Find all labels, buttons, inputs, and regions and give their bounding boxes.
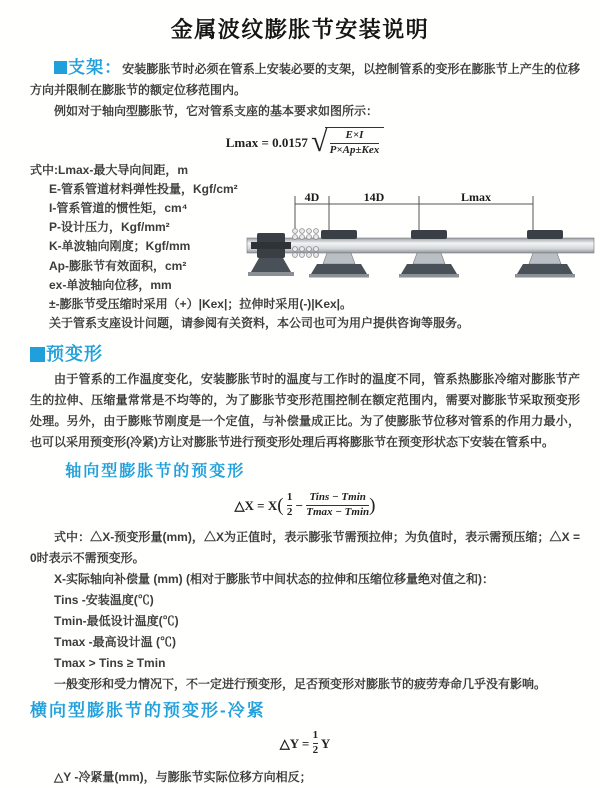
formula-lmax-fraction: $\frac{E\times I}{\text{P×Ap±Kex}}$: [329, 129, 380, 156]
support-example-line: 例如对于轴向型膨胀节，它对管系支座的基本要求如图所示：: [54, 104, 379, 118]
definition-item: K-单波轴向刚度；Kgf/mm: [49, 239, 191, 254]
formula-lmax: [30, 127, 580, 158]
page-title: 金属波纹膨胀节安装说明: [170, 17, 430, 42]
definition-item: 关于管系支座设计问题，请参阅有关资料，本公司也可为用户提供咨询等服务。: [49, 316, 470, 331]
definition-item: P-设计压力，Kgf/mm²: [49, 220, 170, 235]
formula-delta-x-lhs: △X = X: [234, 498, 278, 514]
definitions-list: [30, 161, 580, 334]
dim-label-14d: 14D: [363, 192, 385, 204]
radical-sign: √: [311, 125, 328, 159]
temp-line: Tmax > Tins ≥ Tmin: [54, 655, 166, 670]
definition-item: ±-膨胀节受压缩时采用（+）|Kex|；拉伸时采用(-)|Kex|。: [49, 296, 353, 311]
half-fraction: $\frac{1}{2}$: [312, 728, 319, 756]
dim-label-lmax: Lmax: [461, 192, 491, 204]
formula-delta-y-rhs: Y: [318, 735, 331, 751]
content-area: [0, 57, 600, 788]
predeform-heading-row: [30, 344, 580, 367]
support-heading: 支架：: [68, 58, 123, 77]
dim-label-4d: 4D: [304, 192, 320, 204]
temperature-definitions: [54, 590, 580, 674]
open-paren: (: [277, 495, 284, 517]
lateral-note: △Y -冷紧量(mm)，与膨胀节实际位移方向相反；: [54, 770, 312, 785]
axial-x-note: X-实际轴向补偿量 (mm) (相对于膨胀节中间状态的拉伸和压缩位移量绝对值之和)：: [54, 571, 494, 586]
temp-line: Tmin-最低设计温度(℃): [54, 613, 179, 628]
predeform-heading: 预变形: [46, 344, 103, 365]
axial-heading: 轴向型膨胀节的预变形: [65, 463, 246, 481]
definition-item: ex-单波轴向位移，mm: [49, 277, 172, 292]
definition-item: E-管系管道材料弹性投量，Kgf/cm²: [49, 181, 238, 196]
definition-item: I-管系管道的惯性矩，cm⁴: [49, 200, 188, 215]
support-intro-paragraph: [30, 57, 580, 101]
half-fraction: $\frac{1}{2}$: [286, 491, 293, 519]
predeform-body: 由于管系的工作温度变化，安装膨胀节时的温度与工作时的温度不同，管系热膨胀冷缩对膨胀节产生的拉伸、压缩量常常是不均等的，为了膨胀节变形范围控制在额定范围内，需要对膨胀节采取预变形处理。另外，由于膨账节刚度是一个定值，与补偿量成正比。为了使膨胀节位移对管系的作用力最小，也可以采用预变形(冷紧)方让对膨胀节进行预变形处理后再将膨胀节在预变形状态下安装在管系中。: [30, 372, 580, 450]
axial-note: 一般变形和受力情况下，不一定进行预变形，足否预变形对膨胀节的疲劳寿命几乎没有影响。: [54, 676, 547, 691]
radical-bar: [325, 127, 385, 158]
definition-item: Ap-膨胀节有效面积，cm²: [49, 258, 187, 273]
section-bullet-icon: [54, 61, 67, 74]
section-bullet-icon: [30, 347, 45, 362]
temperature-fraction: $\frac{\text{Tins − Tmin}}{Tmax - Tmin}$: [306, 491, 370, 519]
formula-delta-y: [30, 729, 580, 758]
axial-explain: 式中：△X-预变形量(mm)，△X为正值时，表示膨张节需预拉伸；为负值时，表示需预压缩；△X = 0时表示不需预变形。: [30, 529, 580, 565]
temp-line: Tins -安装温度(℃): [54, 592, 154, 607]
lateral-heading: 横向型膨胀节的预变形-冷紧: [30, 700, 266, 720]
temp-line: Tmax -最高设计温 (℃): [54, 634, 177, 649]
formula-delta-x: [30, 491, 580, 520]
close-paren: ): [369, 495, 376, 517]
definition-item: 式中:Lmax-最大导向间距，m: [30, 162, 189, 177]
minus-sign: −: [295, 498, 303, 514]
formula-lmax-lhs: Lmax = 0.0157: [225, 134, 308, 150]
formula-delta-y-lhs: △Y =: [279, 735, 313, 751]
support-intro-text: 安装膨胀节时必须在管系上安装必要的支架，以控制管系的变形在膨胀节上产生的位移方向并限制在膨胀节的额定位移范围内。: [30, 62, 580, 97]
